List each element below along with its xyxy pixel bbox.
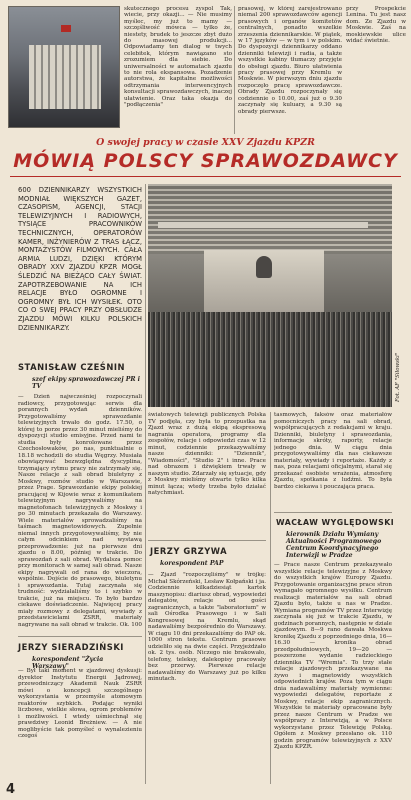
column-divider: [145, 184, 146, 784]
section-divider: [148, 540, 266, 541]
top-column-3: przy Prospekcie Lenina. Tu jest nasz dom. Ze Zjazdu w Moskwie. Zaś na moskiewskie ulice widać świetnie.: [346, 6, 406, 45]
flag-icon: [61, 25, 71, 32]
article-body: tasmowych, faksów oraz materiałów pomocniczych pracy na sali obrad, współpracujących z redakcjami w kraju. Dzienniki, biuletyny i sprawozdania, informacje skróty, raporty, relacje jednego dnia. W ciągu dnia przygotowywaliśmy dla nas ciekawsze materiały, wywiady i reportaże. Każdy z nas, poza relacjami oficjalnymi, starał się przekazać osobiste wrażenia, atmosferę Zjazdu, spotkania z ludźmi. To była bardzo ciekawa i pouczająca praca.: [274, 412, 392, 490]
article-text: — Prace nasze Centrum przekazywało wszystkie relacje telewizyjne z Moskwy do wszystkich krajów Europy Zjazdu. Przygotowanie organizacyjne prace stron wymagało ogromnego wysiłku. Centrum realizacji materiałów na sali obrad Zjazdu było, także u nas w Pradze. Wymiana programów TV przez Interwizję zaczynała się już w trakcie Zjazdu, w godzinach porannych, następnie w dziale zjazdowym.: [274, 562, 392, 633]
section-divider: [274, 512, 392, 513]
author-role: szef ekipy sprawozdawczej PR i TV: [32, 376, 141, 390]
kremlin-photo: [8, 6, 120, 128]
top-column-2: prasowej, w której zarejestrowano niemal 200 sprawozdawców agencji prasowych i organów komitetów centralnych, ponadto wszelkie zrzeszenia dziennikarskie. W piątek, w 17 języków — w tym i w polskim. Do dyspozycji dziennikarzy oddano dzienniki telewizji i radia, a także wszystkie kabiny tłumaczy przyjęte do obsługi zjazdu. Biuro ułatwienia pracy prasowej przy Kremlu w Moskwie. W pierwszym dniu zjazdu rozpoczęło pracę sprawozdawcze. Obrady Zjazdu rozpoczynały się codziennie o 10.00, zaś już o 9.30 zaczynały się kuluary, a 9.30 są obrady pierwsze.: [238, 6, 342, 115]
article-body: [18, 394, 142, 628]
article-text: — Był taki moment w zjazdowej dyskusji: dyrektor Instytutu Energii Jądrowej, przewodniczący Akademii Nauk ZSRR mówi o koncepcji szczególnego wykorzystania w przemyśle atomowym reaktorów szybkich. Podając wyniki liczbowe, wielkie słowa, ogrom problemów i możliwości. I wtedy uśmiechnął się prawdziwy Leonid Breżniew.: [18, 668, 142, 726]
lead-paragraph: 600 DZIENNIKARZY WSZYSTKICH MODNIAŁ WIĘKSZYCH GAZET, CZASOPISM, AGENCJI, STACJI TELEWIZYJNYCH I RADIOWYCH, TYSIĄCE PRACOWNIKÓW TECHNICZNYCH, OPERATORÓW KAMER, INŻYNIERÓW Z TRAS ŁĄCZ, MONTAŻYSTÓW FILMOWYCH. CAŁA ARMIA LUDZI, DZIĘKI KTÓRYM OBRADY XXV ZJAZDU KPZR MOGŁ ŚLEDZIĆ NA BIEŻĄCO CAŁY ŚWIAT. ZAPOTRZEBOWANIE NA ICH RELACJE BYŁO OGROMNE I OGROMNY BYŁ ICH WYSIŁEK. OTO CO O SWEJ PRACY PRZY OBSŁUDZE ZJAZDU MÓWI KILKU POLSKICH DZIENNIKARZY.: [18, 186, 142, 332]
article-text: — A nie moglibyście tak pomyśleć o wynalezieniu czegoś: [18, 720, 142, 739]
author-name: WACŁAW WYGLĘDOWSKI: [276, 518, 395, 527]
article-text: — Dzień najwcześniej rozpoczynali radiowcy, przygotowując serwis dla porannych wydań dzienników. Przygotowaliśmy sprawozdanie telewizyjnych trwało do godz. 17.50, o której to porze przez 30 minut mieliśmy do dyspozycji studio emisyjne. Przed nami te studia były konrolowane przez Czechosłowaków, po nas, punktualnie o 18.18 wchodzili do studia Węgrzy. Musiała obowiązywać bezwzględna dyscyplina, trzymający rytmu pracy nie zatrzymały się. Nasze relacje z sali obrad biuletyny z Moskwy, rozmów studio w Warszawie, przez Prage. Sprawozdanie ekipy polskiej pracującej w Kijowie wraz z komunikatem telewizyjnym nagrywaliśmy na magnetofonach telewizyjnych z Moskwy i po 30 minutach przekazała do Warszawy. Wiele materiałów sprowadzaliśmy na taśmach magnetowidowych. Zupełnie niemal innych przygotowywaliśmy, by nie całym odcinkiem nad wystawą przeprowadzenie: już na pierwsze dni zjazdu o 8.00, później w trakcie. Do sprawozdań z sali obrad. Wydalsza pomoc przy monitorach w samej sali obrad. Nasze ekipy nagrywali od rana do wieczora, wspólnie. Dojście do prasowego, biuletynu i sprawozdania. Tutaj zaczynała się trudność: wydziałaliśmy to i szybko w trakcie, już na miejscu. To było bardzo ciekawe doświadczenie. Najwięcej pracy miały rozmowy z delegatami, wywiady z przedstawicielami ZSRR, materiały nagrywane na sali obrad w trakcie. Ok. 100: [18, 394, 142, 628]
column-divider: [234, 6, 235, 134]
list-item: 19—20 — poszerzone wydanie radzieckiego dziennika TV "Wremia".: [274, 646, 392, 666]
lenin-bust-icon: [256, 256, 272, 278]
section-divider: [18, 636, 142, 637]
dateline: O swojej pracy w czasie XXV Zjazdu KPZR: [96, 137, 315, 148]
author-role: korespondent PAP: [160, 560, 224, 567]
hall-stage: [204, 250, 324, 312]
top-column-1: skutecznego procesu zyspol Tak, wiecie, przy okazji... — Nie musimy myślec, my już to mamy — szczęśliwość mówca — tylko że, niestety, brudek to jeszcze zbyt dużo do masowej produkcji... Odpowiadamy ten dialog w twych celebitek, którym nawiązano sto zrozumiem dla siebie. Do uniwersalności w automatach zjazdu to nie rola ekspansowa. Pozadzenie autorstwa, że kapitalne możliwości odtrzymania interwencyjnych konsultacji sprawozdawczych, inaczej ułatwienie. Oraz taka okazja do "podłączenia": [124, 6, 232, 109]
article-body: [18, 668, 142, 768]
author-role: kierownik Działu Wymiany Aktualności Programowego Centrum Koordynacyjnego Interwizji w Pradze: [286, 531, 382, 559]
list-item: 16—16.30 — kronika obrad przedpołudniowych,: [274, 633, 392, 653]
photo-credit: Fot. AF "Siłowski": [395, 352, 401, 402]
headline: MÓWIĄ POLSCY SPRAWOZDAWCY: [13, 150, 398, 172]
hall-banner: [158, 222, 368, 228]
congress-hall-photo: [148, 184, 392, 407]
article-body: światowych telewizji publicznych Polska TV podjęła, czy była to przepustka na Zjazd wraz z dużą ekipą ekspresową nagrania operatora, programy dla zespołów, relacje i odpowiedzi czas w 12 minut, codziennie przekazywaliśmy nasze dzienniki: "Dziennik", "Wiadomości", "Studio 2" i inne. Prace nad obrazem i dźwiękiem trwały w naszym studio. Zdarzały się sytuacje, gdy z Moskwy mieliśmy otwarte tylko kilka minut łącza; wtedy trzeba było działać natychmiast.: [148, 412, 266, 496]
list-item: 8—9 rano dawała Moskwa kronikę Zjazdu z poprzedniego dnia,: [274, 627, 392, 640]
author-name: JERZY SIERADZIŃSKI: [18, 642, 124, 652]
article-body: — Zjazd "rozpoczęliśmy" w trójkę: Michał Skórzeński, Lesław Kołpański i ja. Codziennie kilkadziesiąt kartek maszynopisu: diariusz obrad, wypowiedzi delegatów, relacje od gości zagranicznych, a także "laboratorium" w sali Ośrodka Prasowego i w Sali Kongresowej na Kremlu, skąd nadawaliśmy bezpośrednio do Warszawy. W ciągu 10 dni przekazaliśmy do PAP ok. 1000 stron tekstu. Centrum prasowe udzieliło się na dwie części. Przyjeżdżało ok. 2 tys. osób. Niczego nie brakowało, telefony, teleksy, dalekopisy pracowały bez przerwy. Pierwsze relacje nadawaliśmy do Warszawy już po kilku minutach.: [148, 572, 266, 682]
author-name: JERZY GRZYWA: [150, 546, 228, 556]
headline-rule: [10, 176, 401, 177]
column-divider: [270, 412, 271, 784]
article-body: [274, 562, 392, 780]
hall-audience: [148, 312, 392, 407]
page-number: 4: [6, 782, 16, 797]
hall-ceiling: [148, 184, 392, 254]
building-image: [29, 45, 101, 109]
article-text: To trzy stałe relacje zjazdowych przekazywane na żywo i magnetowidy wszystkich odpowiednich krajów. Poza tym w ciągu dnia nadawaliśmy materiały wymienne: wypowiedzi delegatów, reportaże z Moskwy, relacje ekip zagranicznych. Wszystkie te materiały opracowane były przez nasze Centrum w Pradze we współpracy z Interwizją, a w Polsce wykorzystane przez Telewizję Polską. Ogółem z Moskwy przesłano ok. 110 godzin programów telewizyjnych z XXV Zjazdu KPZR.: [274, 659, 392, 750]
author-name: STANISŁAW CZEŚNIN: [18, 362, 125, 372]
author-role: korespondent "Życia Warszawy": [32, 656, 104, 670]
